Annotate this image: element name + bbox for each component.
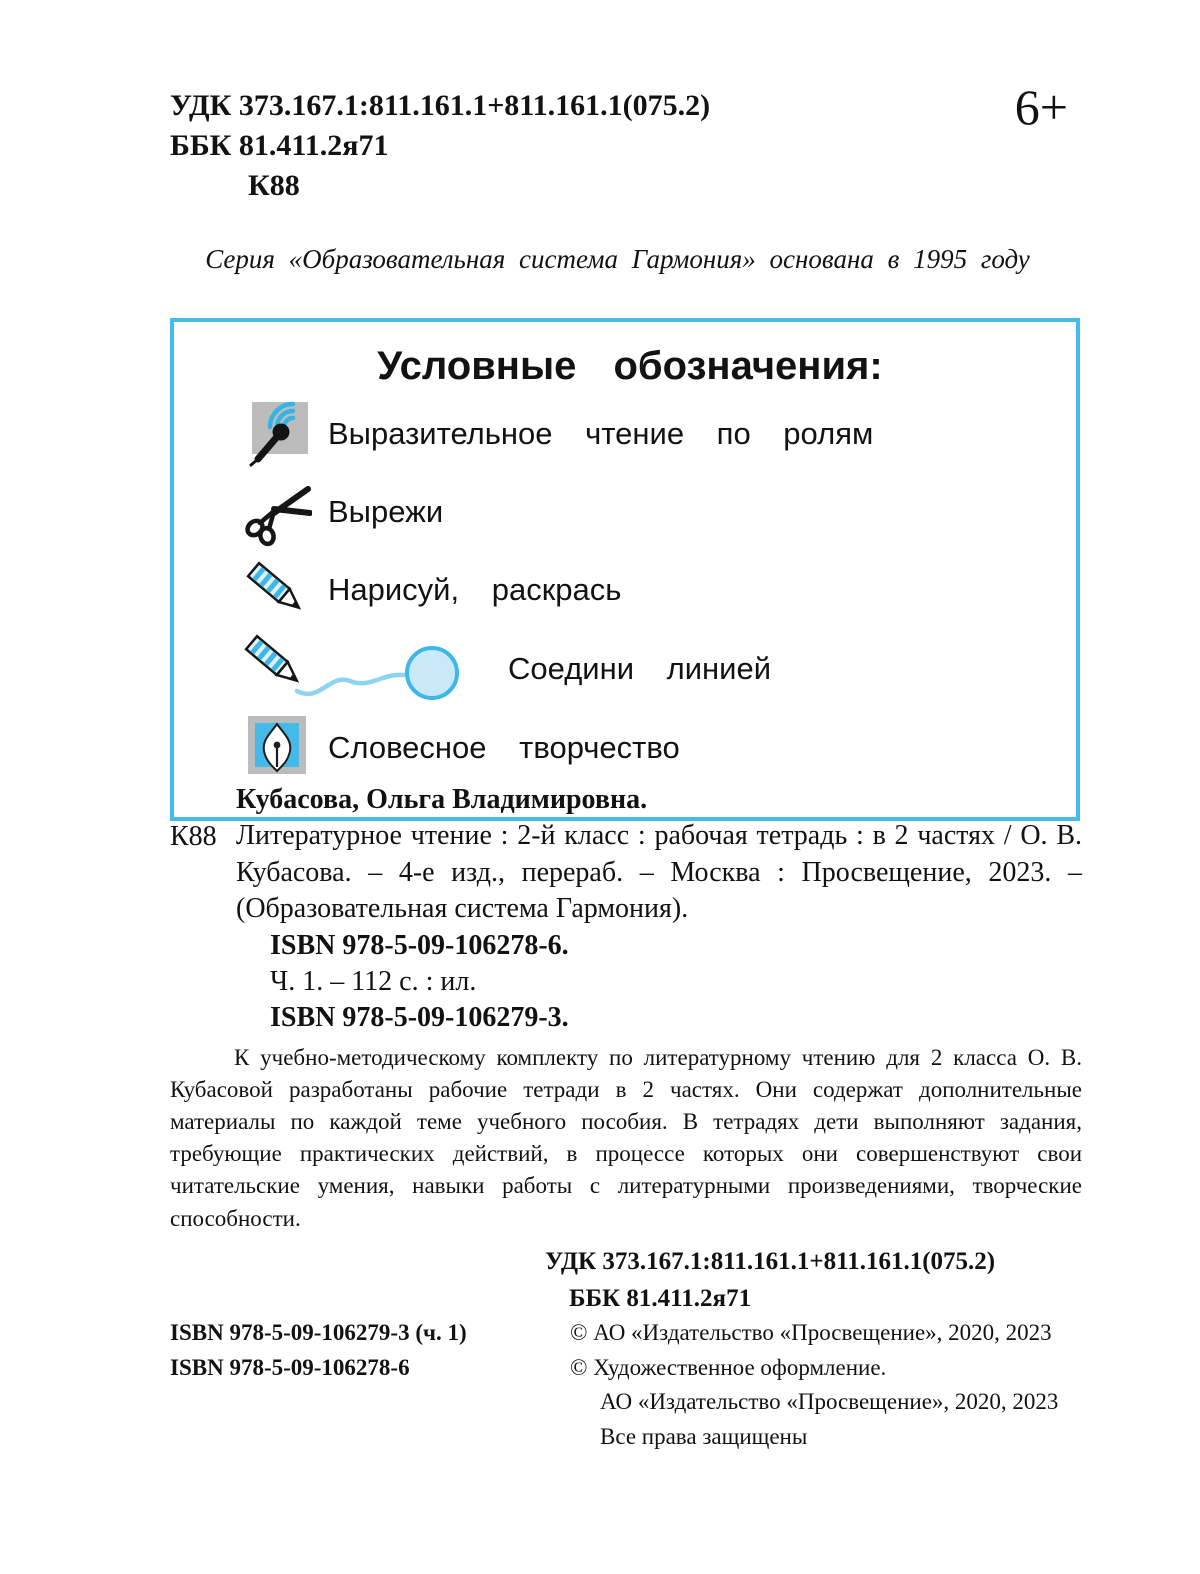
scissors-icon — [242, 477, 328, 547]
bib-entry-code: К88 — [170, 821, 217, 853]
copyright-line: © АО «Издательство «Просвещение», 2020, 2023 — [570, 1320, 1052, 1345]
legend-item-cut — [212, 477, 1048, 547]
microphone-reading-icon — [242, 399, 328, 469]
legend-box — [170, 318, 1080, 821]
imprint-isbn-column — [170, 1316, 570, 1454]
legend-item-reading — [212, 399, 1048, 469]
bib-entry — [170, 818, 1082, 927]
legend-title: Условные обозначения: — [377, 344, 883, 388]
udk-bbk-block — [170, 86, 710, 207]
age-rating-badge: 6+ — [1014, 79, 1068, 135]
connect-line-icon — [242, 633, 508, 705]
udk-bottom-line: УДК 373.167.1:811.161.1+811.161.1(075.2) — [545, 1247, 996, 1275]
pencil-icon — [242, 555, 328, 625]
bibliography-block — [170, 782, 1082, 1318]
udk-bbk-bottom-block — [545, 1243, 1082, 1318]
legend-label: Вырежи — [328, 494, 444, 529]
legend-item-word-art — [212, 713, 1048, 783]
imprint-block — [170, 1316, 1082, 1454]
legend-item-connect — [212, 633, 1048, 705]
legend-label: Выразительное чтение по ролям — [328, 416, 874, 451]
imprint-copyright-column — [570, 1316, 1082, 1454]
legend-label: Нарисуй, раскрась — [328, 572, 622, 607]
bib-author: Кубасова, Ольга Владимировна. — [236, 784, 648, 815]
copyright-line: © Художественное оформление. — [570, 1354, 887, 1380]
bib-isbn-2: ISBN 978-5-09-106279-3. — [270, 1002, 569, 1034]
bib-part-info: Ч. 1. – 112 с. : ил. — [270, 965, 477, 997]
legend-item-draw — [212, 555, 1048, 625]
copyright-line: АО «Издательство «Просвещение», 2020, 2023 — [600, 1389, 1059, 1414]
imprint-isbn-line: ISBN 978-5-09-106279-3 (ч. 1) — [170, 1320, 467, 1345]
bbk-bottom-line: ББК 81.411.2я71 — [569, 1285, 752, 1313]
series-note: Серия «Образовательная система Гармония» основана в 1995 году — [205, 244, 1030, 274]
bib-annotation: К учебно-методическому комплекту по литературному чтению для 2 класса О. В. Кубасовой разработаны рабочие тетради в 2 частях. Они содержат дополнительные материалы по каждой теме учебного пособия. В тетрадях дети выполняют задания, требующие практических действий, в процессе которых они совершенствуют свои читательские умения, навыки работы с литературными произведениями, творческие способности. — [170, 1044, 1082, 1231]
copyright-line: Все права защищены — [600, 1423, 808, 1449]
bib-entry-text: Литературное чтение : 2-й класс : рабочая тетрадь : в 2 частях / О. В. Кубасова. – 4-е изд., перераб. – Москва : Просвещение, 2023. – (Образовательная система Гармония). — [236, 820, 1082, 925]
legend-label: Соедини линией — [508, 651, 772, 686]
bbk-line: ББК 81.411.2я71 — [170, 129, 389, 163]
pen-nib-icon — [242, 713, 328, 783]
udk-line: УДК 373.167.1:811.161.1+811.161.1(075.2) — [170, 89, 711, 122]
imprint-isbn-line: ISBN 978-5-09-106278-6 — [170, 1354, 410, 1380]
bib-isbn-1: ISBN 978-5-09-106278-6. — [270, 929, 569, 961]
author-sign: К88 — [248, 169, 300, 203]
legend-label: Словесное творчество — [328, 730, 680, 765]
